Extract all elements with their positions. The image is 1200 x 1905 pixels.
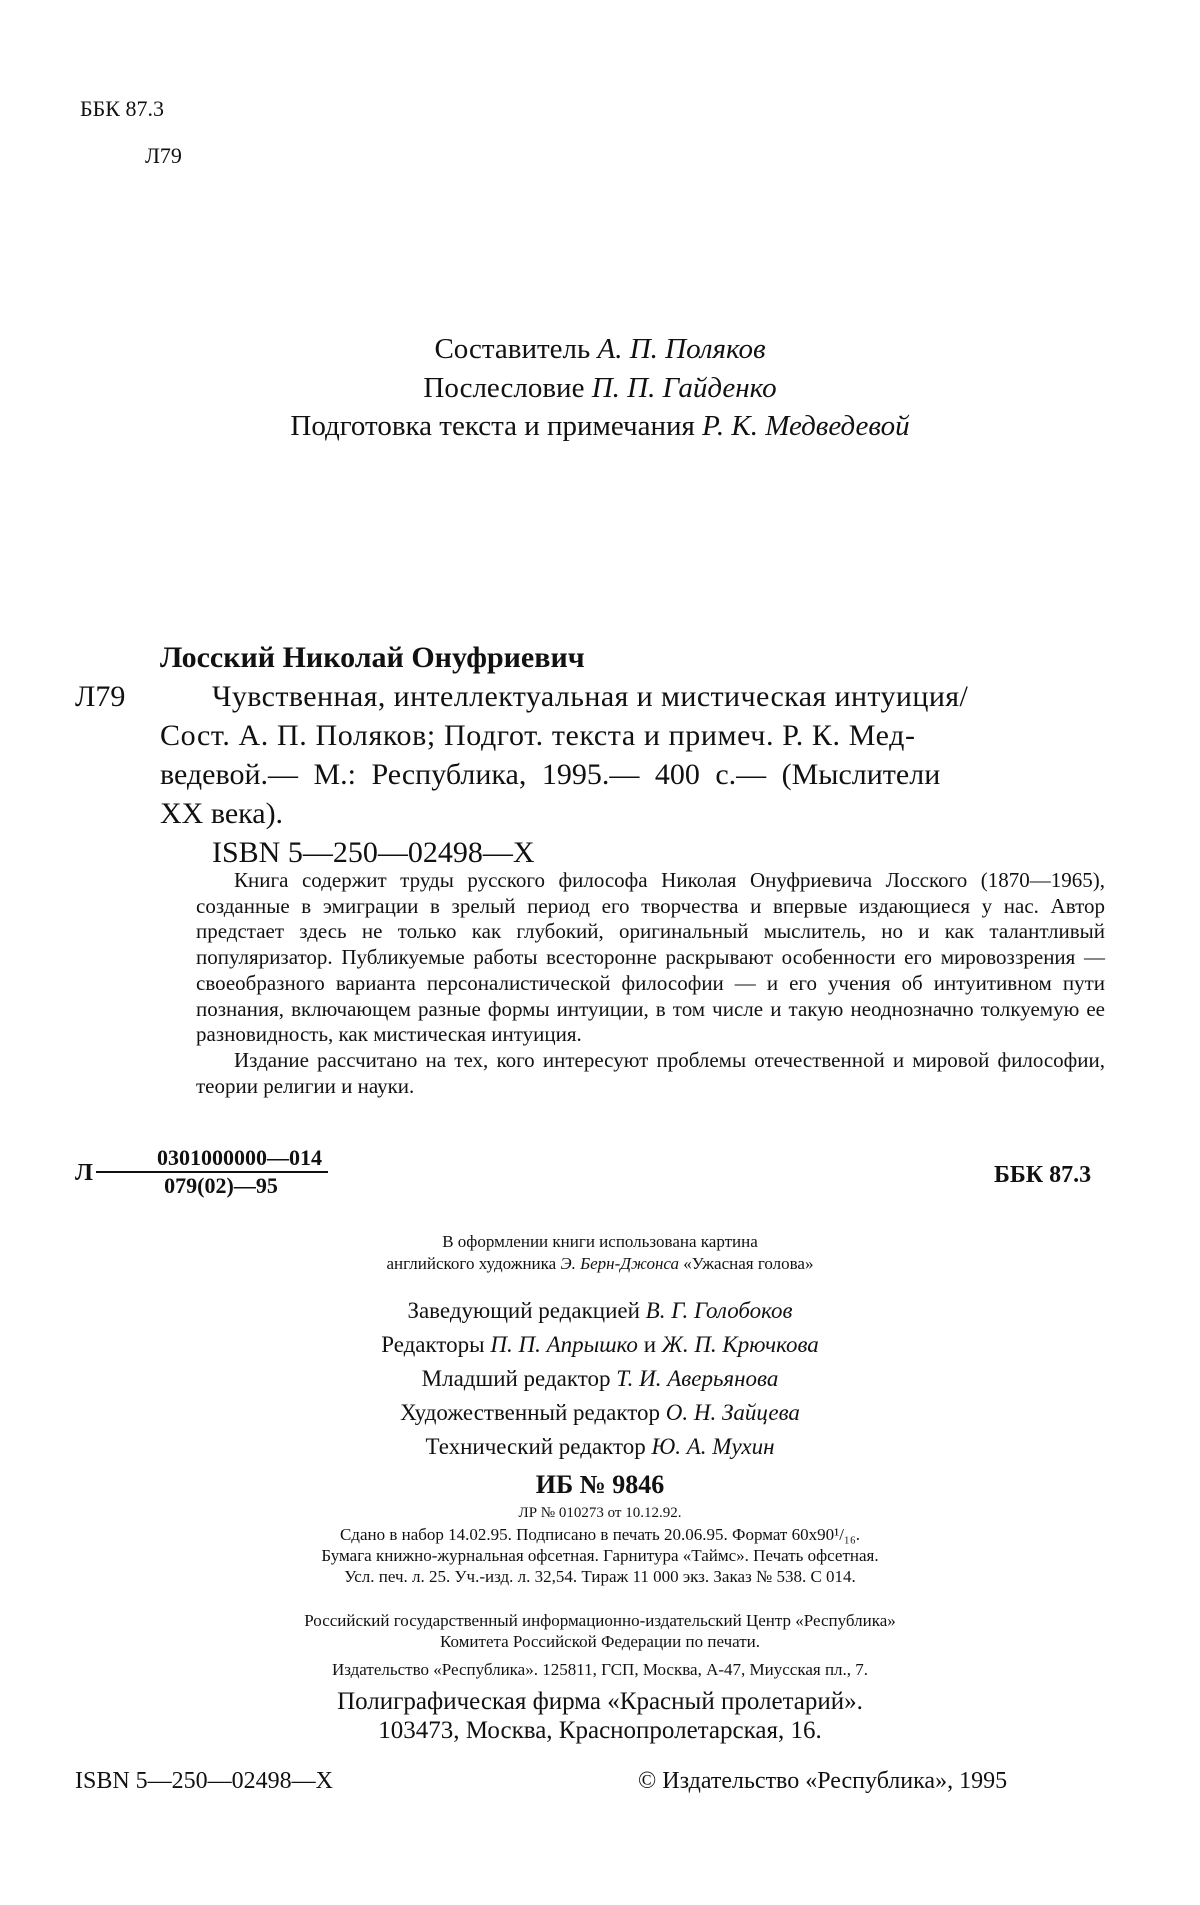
publisher-line: Российский государственный информационно-издательский Центр «Республика»	[304, 1611, 896, 1630]
credit-afterword	[0, 372, 1200, 405]
credit-role: Подготовка текста и примечания	[290, 410, 695, 442]
ib-number: ИБ № 9846	[535, 1470, 665, 1499]
author-code: Л79	[145, 143, 182, 168]
annotation-paragraph: Издание рассчитано на тех, кого интересуют проблемы отечественной и мировой философии, теории религии и науки.	[196, 1047, 1105, 1098]
staff-name: В. Г. Голобоков	[645, 1298, 793, 1323]
publisher-line: Издательство «Республика». 125811, ГСП, Москва, А-47, Миусская пл., 7.	[331, 1660, 869, 1679]
printer-line: 103473, Москва, Краснопролетарская, 16.	[378, 1717, 822, 1744]
bib-line: Сост. А. П. Поляков; Подгот. текста и примеч. Р. К. Мед-	[160, 719, 916, 752]
footer-isbn: ISBN 5—250—02498—X	[75, 1768, 334, 1794]
tech-line: Бумага книжно-журнальная офсетная. Гарнитура «Таймс». Печать офсетная.	[321, 1546, 879, 1565]
staff-line	[0, 1298, 1200, 1324]
design-note-line: В оформлении книги использована картина	[442, 1232, 758, 1251]
staff-line	[0, 1366, 1200, 1392]
design-note-line	[0, 1254, 1200, 1274]
design-note-title: «Ужасная голова»	[678, 1254, 814, 1273]
tech-line: ЛР № 010273 от 10.12.92.	[518, 1505, 682, 1521]
credit-text-preparation	[0, 410, 1200, 443]
staff-role: Младший редактор	[421, 1366, 611, 1391]
staff-line	[0, 1434, 1200, 1460]
book-author: Лосский Николай Онуфриевич	[160, 641, 585, 674]
design-note-artist: Э. Берн-Джонса	[560, 1254, 679, 1273]
staff-name: П. П. Апрышко	[490, 1332, 638, 1357]
bib-isbn: ISBN 5—250—02498—X	[212, 836, 535, 869]
staff-conjunction: и	[637, 1332, 662, 1357]
staff-role: Художественный редактор	[400, 1400, 660, 1425]
staff-role: Технический редактор	[425, 1434, 646, 1459]
credit-name: П. П. Гайденко	[591, 372, 777, 404]
staff-name: О. Н. Зайцева	[665, 1400, 800, 1425]
bib-line: XX века).	[160, 797, 284, 830]
index-denominator: 079(02)—95	[164, 1173, 278, 1198]
staff-role: Заведующий редакцией	[407, 1298, 640, 1323]
index-fraction	[96, 1145, 328, 1199]
staff-name: Т. И. Аверьянова	[616, 1366, 779, 1391]
credit-name: Р. К. Медведевой	[702, 410, 910, 442]
design-note-prefix: английского художника	[386, 1254, 561, 1273]
staff-line	[0, 1332, 1200, 1358]
printer-line: Полиграфическая фирма «Красный пролетарий».	[337, 1688, 863, 1715]
staff-line	[0, 1400, 1200, 1426]
staff-name: Ж. П. Крючкова	[661, 1332, 819, 1357]
bib-line: Чувственная, интеллектуальная и мистическая интуиция/	[212, 680, 969, 713]
publisher-line: Комитета Российской Федерации по печати.	[440, 1632, 760, 1651]
tech-line: Усл. печ. л. 25. Уч.-изд. л. 32,54. Тираж 11 000 экз. Заказ № 538. С 014.	[344, 1567, 856, 1586]
annotation	[196, 868, 1105, 1099]
staff-role: Редакторы	[381, 1332, 485, 1357]
index-numerator: 0301000000—014	[96, 1145, 328, 1173]
staff-name: Ю. А. Мухин	[651, 1434, 775, 1459]
footer-copyright: © Издательство «Республика», 1995	[638, 1768, 1008, 1794]
credit-role: Составитель	[434, 333, 591, 365]
index-letter: Л	[75, 1160, 93, 1186]
credit-compiler	[0, 333, 1200, 366]
index-bbk: ББК 87.3	[994, 1162, 1092, 1188]
bib-line: ведевой.— М.: Республика, 1995.— 400 с.— (Мыслители	[160, 758, 941, 791]
bib-code: Л79	[75, 680, 126, 713]
tech-line: Сдано в набор 14.02.95. Подписано в печать 20.06.95. Формат 60x90¹/₁₆.	[339, 1525, 861, 1544]
annotation-paragraph: Книга содержит труды русского философа Николая Онуфриевича Лосского (1870—1965), созданные в эмиграции в зрелый период его творчества и впервые издающиеся у нас. Автор предстает здесь не только как глубокий, оригинальный мыслитель, но и как талантливый популяризатор. Публикуемые работы всесторонне раскрывают особенности его мировоззрения — своеобразного варианта персоналистической философии — и его учения об интуитивном пути познания, включающем разные формы интуиции, в том числе и такую неоднозначно толкуемую ее разновидность, как мистическая интуиция.	[196, 868, 1105, 1047]
credit-name: А. П. Поляков	[597, 333, 766, 365]
bbk-classification: ББК 87.3	[80, 96, 164, 121]
credit-role: Послесловие	[423, 372, 585, 404]
